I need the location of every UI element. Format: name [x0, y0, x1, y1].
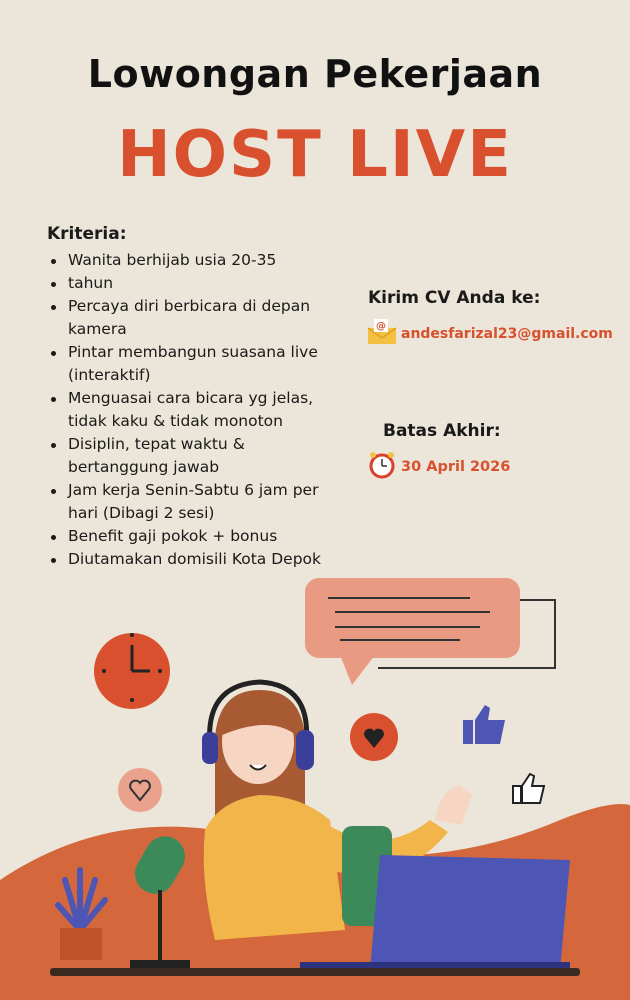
list-item: Jam kerja Senin-Sabtu 6 jam per hari (Dibagi 2 sesi) [47, 479, 347, 525]
deadline-heading: Batas Akhir: [383, 421, 501, 441]
email-contact [367, 318, 613, 350]
list-item: Diutamakan domisili Kota Depok [47, 548, 347, 571]
heart-bubble-icon [118, 768, 162, 812]
alarm-clock-icon [367, 450, 397, 484]
email-address[interactable]: andesfarizal23@gmail.com [401, 326, 613, 342]
deadline-date: 30 April 2026 [401, 459, 511, 475]
email-envelope-icon [367, 318, 397, 350]
poster-title: Lowongan Pekerjaan [87, 52, 543, 96]
thumbs-up-icon [463, 705, 505, 744]
list-item: Percaya diri berbicara di depan kamera [47, 295, 347, 341]
job-position-title: HOST LIVE [117, 118, 513, 192]
list-item: Wanita berhijab usia 20-35 [47, 249, 347, 272]
list-item: tahun [47, 272, 347, 295]
svg-text:@: @ [376, 321, 386, 332]
list-item: Benefit gaji pokok + bonus [47, 525, 347, 548]
list-item: Menguasai cara bicara yg jelas, tidak kaku & tidak monoton [47, 387, 347, 433]
thumbs-up-outline-icon [513, 774, 544, 803]
criteria-heading: Kriteria: [47, 224, 127, 244]
chat-bubble-icon [305, 578, 555, 685]
heart-circle-icon [350, 713, 398, 761]
send-cv-heading: Kirim CV Anda ke: [368, 288, 541, 308]
desk [50, 968, 580, 976]
host-live-illustration [0, 570, 630, 1000]
wall-clock-icon [94, 633, 170, 709]
list-item: Pintar membangun suasana live (interaktif) [47, 341, 347, 387]
list-item: Disiplin, tepat waktu & bertanggung jawab [47, 433, 347, 479]
criteria-list [47, 249, 347, 571]
deadline-date-row [367, 450, 510, 484]
